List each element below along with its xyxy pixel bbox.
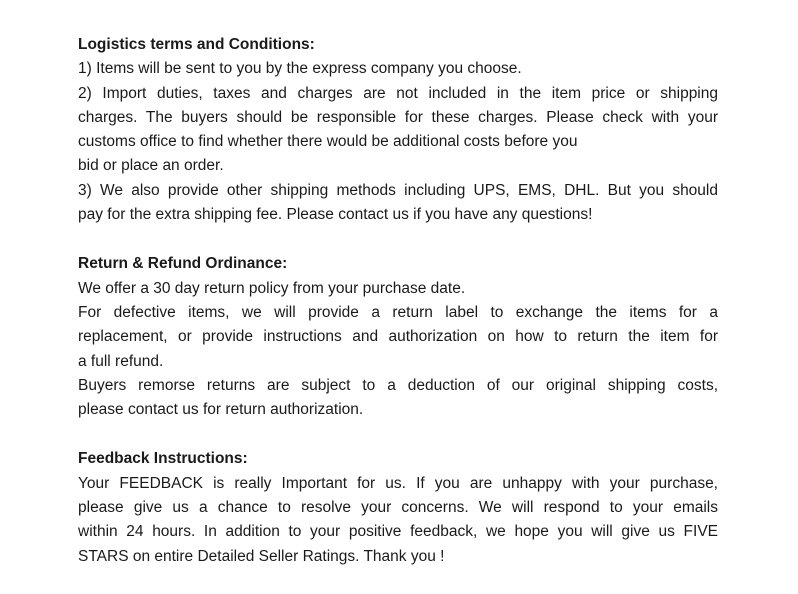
returns-defective-line-2: replacement, or provide instructions and authorization on how to return the item for xyxy=(78,328,718,346)
returns-policy-line: We offer a 30 day return policy from your purchase date. xyxy=(78,279,466,297)
returns-defective-line-1: For defective items, we will provide a return label to exchange the items for a xyxy=(78,303,718,321)
logistics-item-2-line-3: customs office to find whether there would be additional costs before you xyxy=(78,133,578,151)
logistics-item-2-line-2: charges. The buyers should be responsible for these charges. Please check with your xyxy=(78,108,718,126)
returns-defective xyxy=(78,301,718,374)
feedback-section xyxy=(78,447,718,568)
feedback-body xyxy=(78,472,718,569)
returns-policy xyxy=(78,277,718,301)
logistics-item-1-line: 1) Items will be sent to you by the express company you choose. xyxy=(78,60,522,78)
logistics-item-3-line-1: 3) We also provide other shipping methods including UPS, EMS, DHL. But you should xyxy=(78,181,718,199)
policy-document xyxy=(78,33,718,594)
returns-remorse-line-1: Buyers remorse returns are subject to a deduction of our original shipping costs, xyxy=(78,376,718,394)
logistics-item-3 xyxy=(78,179,718,228)
feedback-line-1: Your FEEDBACK is really Important for us. If you are unhappy with your purchase, xyxy=(78,474,718,492)
feedback-line-4: STARS on entire Detailed Seller Ratings. Thank you ! xyxy=(78,547,445,565)
logistics-item-2-line-4: bid or place an order. xyxy=(78,157,224,175)
logistics-item-3-line-2: pay for the extra shipping fee. Please contact us if you have any questions! xyxy=(78,206,593,224)
feedback-line-3: within 24 hours. In addition to your positive feedback, we hope you will give us FIVE xyxy=(78,523,718,541)
logistics-item-2-line-1: 2) Import duties, taxes and charges are not included in the item price or shipping xyxy=(78,84,718,102)
logistics-section xyxy=(78,33,718,227)
returns-title: Return & Refund Ordinance: xyxy=(78,255,288,273)
returns-section xyxy=(78,252,718,422)
feedback-line-2: please give us a chance to resolve your concerns. We will respond to your emails xyxy=(78,499,718,517)
logistics-title: Logistics terms and Conditions: xyxy=(78,36,315,53)
feedback-title: Feedback Instructions: xyxy=(78,450,248,468)
logistics-item-2 xyxy=(78,82,718,179)
returns-defective-line-3: a full refund. xyxy=(78,352,164,370)
returns-remorse-line-2: please contact us for return authorization. xyxy=(78,401,364,419)
logistics-item-1 xyxy=(78,57,718,81)
returns-remorse xyxy=(78,374,718,423)
